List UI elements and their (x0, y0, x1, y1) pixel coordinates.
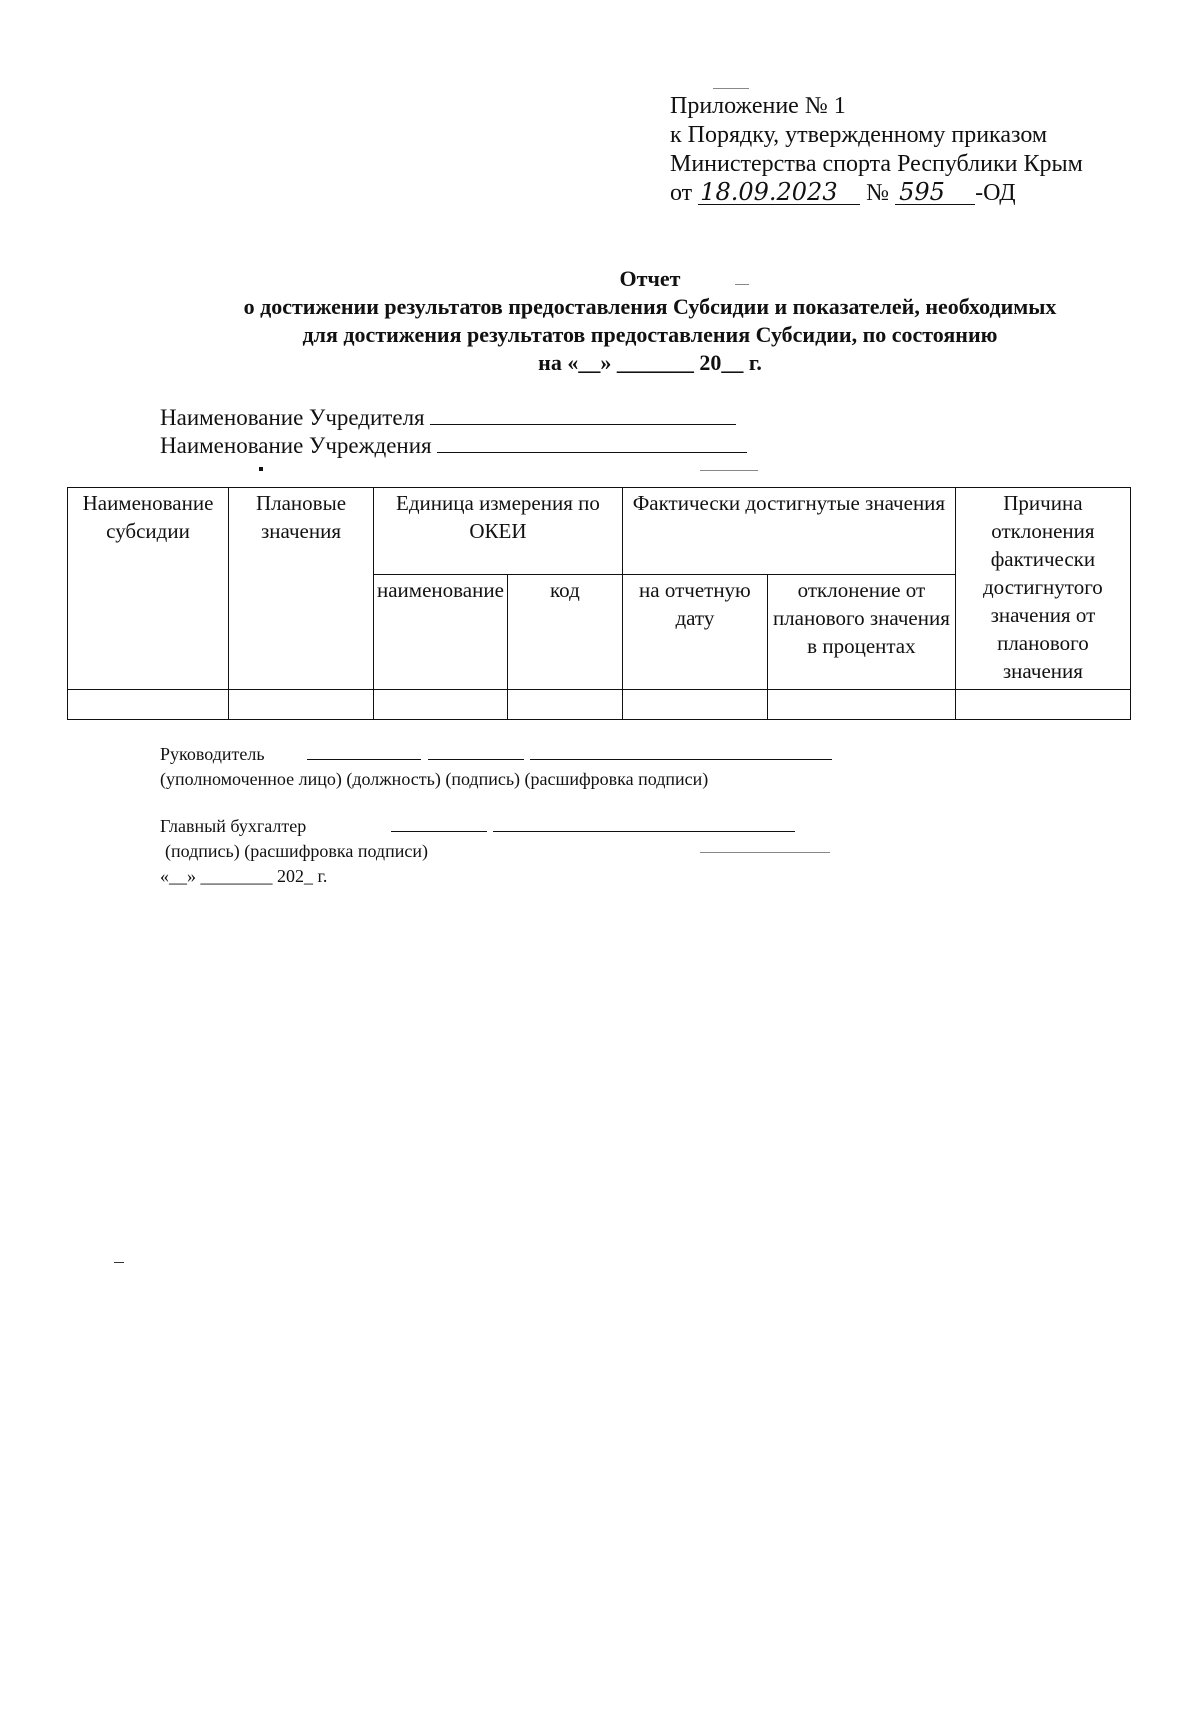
report-title (0, 265, 1200, 377)
scan-speck (114, 1262, 124, 1263)
head-signature-caption: (уполномоченное лицо) (должность) (подпись) (расшифровка подписи) (160, 769, 709, 789)
accountant-name-blank (493, 815, 795, 832)
head-label: Руководитель (160, 744, 265, 764)
institution-label: Наименование Учреждения (160, 433, 432, 458)
header-deviation-reason: Причина отклонения фактически достигнутого значения от планового значения (955, 488, 1130, 690)
accountant-label: Главный бухгалтер (160, 816, 307, 836)
accountant-sign-blank (391, 815, 487, 832)
accountant-signature-caption: (подпись) (расшифровка подписи) (165, 841, 428, 861)
appendix-ministry: Министерства спорта Республики Крым (670, 151, 1083, 177)
appendix-header (670, 92, 1083, 208)
head-position-blank (307, 743, 421, 760)
scan-speck (700, 852, 830, 853)
title-heading: Отчет (619, 266, 681, 291)
report-table (67, 487, 1131, 720)
table-cell (374, 690, 508, 720)
head-name-blank (530, 743, 832, 760)
appendix-order-ref: к Порядку, утвержденному приказом (670, 122, 1048, 148)
title-date-line: на «__» _______ 20__ г. (538, 350, 762, 375)
header-unit-okei: Единица измерения по ОКЕИ (374, 488, 623, 575)
appendix-number: Приложение № 1 (670, 93, 846, 119)
head-signature-line (160, 742, 832, 766)
handwritten-number: 595 (895, 180, 975, 205)
table-cell (507, 690, 622, 720)
table-cell (955, 690, 1130, 720)
founder-label: Наименование Учредителя (160, 405, 425, 430)
appendix-date-number-line (670, 179, 1083, 208)
institution-field (160, 432, 747, 459)
handwritten-date: 18.09.2023 (698, 180, 860, 205)
from-label: от (670, 180, 693, 206)
header-unit-code: код (507, 575, 622, 690)
institution-blank-line (437, 432, 747, 453)
table-cell (229, 690, 374, 720)
title-line-3: для достижения результатов предоставления Субсидии, по состоянию (302, 322, 998, 347)
header-actual-deviation-percent: отклонение от планового значения в процентах (767, 575, 955, 690)
header-unit-name: наименование (374, 575, 508, 690)
header-actual-on-date: на отчетную дату (622, 575, 767, 690)
table-cell (68, 690, 229, 720)
accountant-signature-line (160, 814, 795, 838)
scan-speck (259, 467, 263, 471)
signature-date-line: «__» ________ 202_ г. (160, 866, 328, 886)
scan-speck (735, 284, 749, 285)
table-row (68, 690, 1131, 720)
scan-speck (700, 470, 758, 471)
founder-blank-line (430, 404, 736, 425)
number-label: № (866, 180, 890, 206)
table-cell (767, 690, 955, 720)
table-cell (622, 690, 767, 720)
head-title-blank (428, 743, 524, 760)
header-plan-values: Плановые значения (229, 488, 374, 690)
order-suffix: -ОД (975, 180, 1016, 206)
header-actual-values: Фактически достигнутые значения (622, 488, 955, 575)
header-subsidy-name: Наименование субсидии (68, 488, 229, 690)
scan-speck (713, 88, 749, 89)
founder-field (160, 404, 736, 431)
title-line-2: о достижении результатов предоставления Субсидии и показателей, необходимых (243, 294, 1057, 319)
